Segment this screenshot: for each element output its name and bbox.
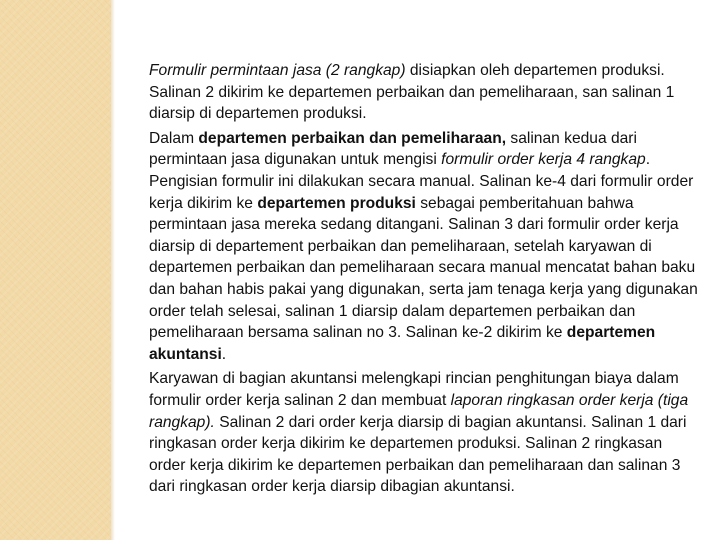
text-run: Karyawan di bagian akuntansi melengkapi rincian penghitungan biaya dalam formulir order kerja salinan 2 dan membuat bbox=[149, 370, 679, 409]
decorative-stripe-edge bbox=[111, 0, 115, 540]
text-run: formulir order kerja 4 rangkap bbox=[441, 151, 646, 169]
text-run: Formulir permintaan jasa (2 rangkap) bbox=[149, 62, 406, 79]
text-run: laporan ringkasan order kerja (tiga rangkap). bbox=[149, 391, 689, 431]
paragraph-1 bbox=[149, 60, 701, 125]
text-run: disiapkan oleh departemen produksi. Salinan 2 dikirim ke departemen perbaikan dan pemeliharaan, san salinan 1 diarsip di departemen produksi. bbox=[149, 62, 675, 123]
text-run: sebagai pemberitahuan bahwa permintaan jasa mereka sedang ditangani. Salinan 3 dari formulir order kerja diarsip di departement perbaikan dan pemeliharaan, setelah karyawan di departemen perbaikan dan pemeliharaan secara manual mencatat bahan baku dan bahan habis pakai yang digunakan, serta jam tenaga kerja yang digunakan order telah selesai, salinan 1 diarsip dalam departemen perbaikan dan pemeliharaan bersama salinan no 3. Salinan ke-2 dikirim ke bbox=[149, 194, 698, 342]
text-run: departemen akuntansi bbox=[149, 324, 656, 363]
text-run: departemen perbaikan dan pemeliharaan, bbox=[198, 129, 507, 147]
text-run: Dalam bbox=[149, 129, 199, 147]
text-run: . bbox=[221, 345, 227, 363]
document-body bbox=[149, 60, 701, 501]
paragraph-3 bbox=[149, 368, 701, 498]
text-run: . Pengisian formulir ini dilakukan secara manual. Salinan ke-4 dari formulir order kerja dikirim ke bbox=[149, 151, 694, 212]
paragraph-2 bbox=[149, 128, 701, 366]
decorative-side-stripe bbox=[0, 0, 111, 540]
text-run: salinan kedua dari permintaan jasa digunakan untuk mengisi bbox=[149, 129, 637, 169]
text-run: Salinan 2 dari order kerja diarsip di bagian akuntansi. Salinan 1 dari ringkasan order kerja dikirim ke departemen produksi. Salinan 2 ringkasan order kerja dikirim ke departemen perbaikan dan pemeliharaan dan salinan 3 dari ringkasan order kerja diarsip dibagian akuntansi. bbox=[149, 413, 687, 496]
text-run: departemen produksi bbox=[257, 194, 416, 212]
